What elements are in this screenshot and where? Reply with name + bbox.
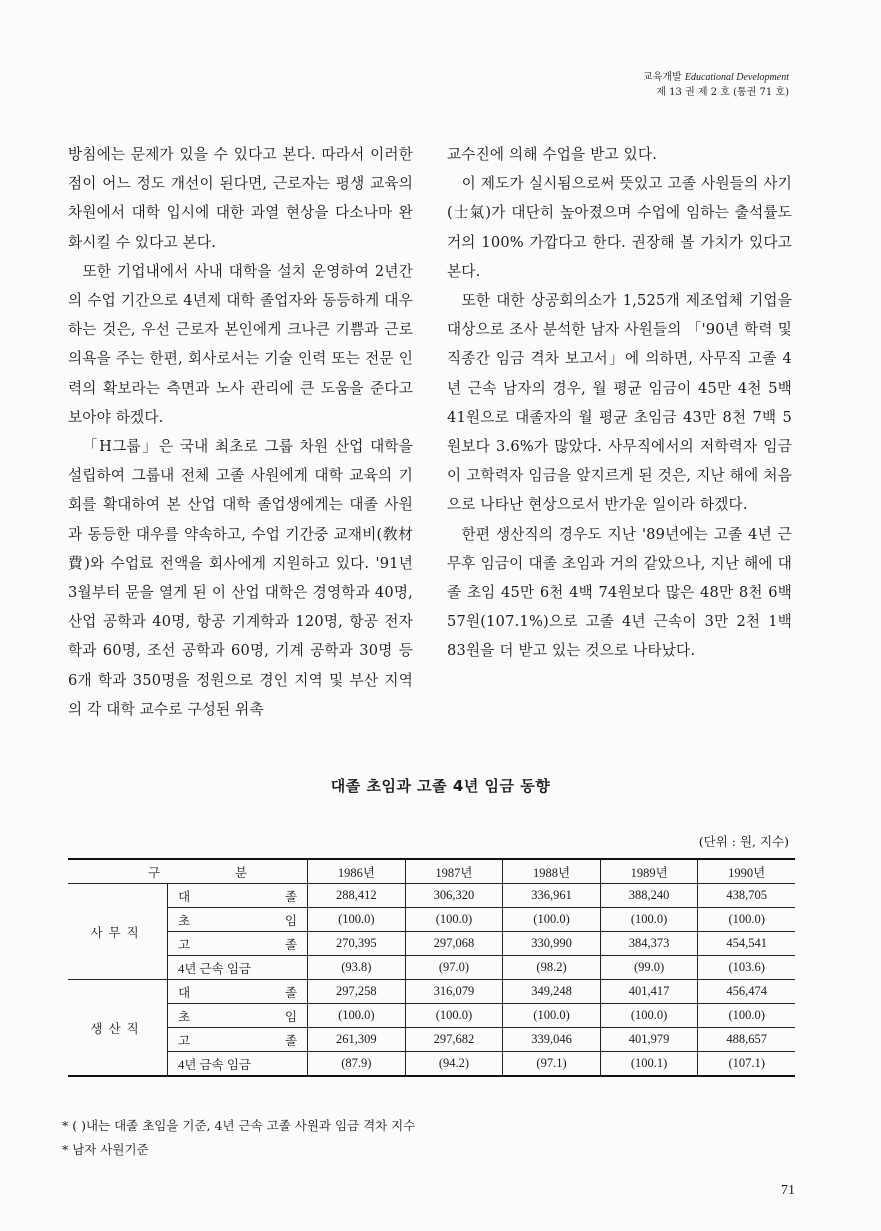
table-body xyxy=(68,884,795,1077)
table-notes xyxy=(62,1114,415,1162)
table-cell: (97.1) xyxy=(503,1052,601,1077)
table-cell: 297,682 xyxy=(405,1028,503,1052)
table-cell: 297,258 xyxy=(308,980,406,1004)
table-cell: 384,373 xyxy=(600,932,698,956)
table-row xyxy=(68,956,795,980)
row-label-left: 4년 근속 임금 xyxy=(178,961,251,976)
table-cell: 454,541 xyxy=(698,932,795,956)
year-header: 1989년 xyxy=(600,859,698,884)
table-cell: 330,990 xyxy=(503,932,601,956)
table-cell: (100.0) xyxy=(405,908,503,932)
table-cell: (100.0) xyxy=(405,1004,503,1028)
category-header: 구 분 xyxy=(68,859,308,884)
row-label xyxy=(168,932,308,956)
table-title: 대졸 초임과 고졸 4년 임금 동향 xyxy=(330,777,551,795)
row-label-right: 임 xyxy=(285,1009,298,1024)
table-row xyxy=(68,1052,795,1077)
year-header: 1988년 xyxy=(503,859,601,884)
paragraph: 교수진에 의해 수업을 받고 있다. xyxy=(447,146,658,163)
row-label xyxy=(168,1004,308,1028)
right-column xyxy=(447,140,792,666)
row-label xyxy=(168,1028,308,1052)
table-row xyxy=(68,1028,795,1052)
paragraph: 또한 대한 상공회의소가 1,525개 제조업체 기업을 대상으로 조사 분석한 남자 사원들의 「'90년 학력 및 직종간 임금 격차 보고서」에 의하면, 사무직 고졸 4년 근속 남자의 경우, 월 평균 임금이 45만 4천 5백 41원으로 대졸자의 월 평균 초임금 43만 8천 7백 5원보다 3.6%가 많았다. 사무직에서의 저학력자 임금이 고학력자 임금을 앞지르게 된 것은, 지난 해에 처음으로 나타난 현상으로서 반가운 일이라 하겠다. xyxy=(447,292,792,514)
table-cell: (100.0) xyxy=(308,908,406,932)
row-label xyxy=(168,884,308,908)
table-cell: 349,248 xyxy=(503,980,601,1004)
row-label-left: 대 xyxy=(178,985,191,1000)
table-cell: (93.8) xyxy=(308,956,406,980)
row-label-left: 고 xyxy=(178,1033,191,1048)
paragraph: 또한 기업내에서 사내 대학을 설치 운영하여 2년간의 수업 기간으로 4년제 대학 졸업자와 동등하게 대우하는 것은, 우선 근로자 본인에게 크나큰 기쁨과 근로 의욕을 주는 한편, 회사로서는 기술 인력 또는 전문 인력의 확보라는 측면과 노사 관리에 큰 도움을 준다고 보아야 하겠다. xyxy=(68,262,413,426)
row-label-right: 졸 xyxy=(285,1033,298,1048)
table-cell: (100.0) xyxy=(503,908,601,932)
table-cell: 339,046 xyxy=(503,1028,601,1052)
table-cell: (100.0) xyxy=(698,1004,795,1028)
row-label xyxy=(168,908,308,932)
table-unit: (단위 : 원, 지수) xyxy=(698,834,789,849)
paragraph: 방침에는 문제가 있을 수 있다고 본다. 따라서 이러한 점이 어느 정도 개선이 된다면, 근로자는 평생 교육의 차원에서 대학 입시에 대한 과열 현상을 다소나마 완화시킬 수 있다고 본다. xyxy=(68,146,413,251)
table-cell: (97.0) xyxy=(405,956,503,980)
table-cell: 336,961 xyxy=(503,884,601,908)
row-label-right: 졸 xyxy=(285,889,298,904)
table-cell: 388,240 xyxy=(600,884,698,908)
year-header: 1990년 xyxy=(698,859,795,884)
table-row xyxy=(68,980,795,1004)
note: * ( )내는 대졸 초임을 기준, 4년 근속 고졸 사원과 임금 격차 지수 xyxy=(62,1118,416,1133)
row-label xyxy=(168,1052,308,1077)
paragraph: 한편 생산직의 경우도 지난 '89년에는 고졸 4년 근무후 임금이 대졸 초임과 거의 같았으나, 지난 해에 대졸 초임 45만 6천 4백 74원보다 많은 48만 8천 6백 57원(107.1%)으로 고졸 4년 근속이 3만 2천 1백 83원을 더 받고 있는 것으로 나타났다. xyxy=(447,525,792,660)
table-cell: (100.0) xyxy=(600,1004,698,1028)
table-row xyxy=(68,884,795,908)
row-label-right: 졸 xyxy=(285,985,298,1000)
table-cell: (98.2) xyxy=(503,956,601,980)
table-cell: (100.1) xyxy=(600,1052,698,1077)
table-cell: (94.2) xyxy=(405,1052,503,1077)
table-cell: 297,068 xyxy=(405,932,503,956)
table-cell: 401,417 xyxy=(600,980,698,1004)
wage-table xyxy=(68,858,795,1077)
year-header: 1986년 xyxy=(308,859,406,884)
table-header-row xyxy=(68,859,795,884)
row-label xyxy=(168,980,308,1004)
table-cell: 288,412 xyxy=(308,884,406,908)
paragraph: 이 제도가 실시됨으로써 뜻있고 고졸 사원들의 사기(士氣)가 대단히 높아졌으며 수업에 임하는 출석률도 거의 100% 가깝다고 한다. 권장해 볼 가치가 있다고 본다. xyxy=(447,175,792,280)
table-cell: 270,395 xyxy=(308,932,406,956)
issue-info: 제 13 권 제 2 호 (통권 71 호) xyxy=(656,87,789,98)
table-cell: (100.0) xyxy=(308,1004,406,1028)
note: * 남자 사원기준 xyxy=(62,1142,149,1157)
table-cell: (100.0) xyxy=(698,908,795,932)
journal-title: 교육개발 Educational Development xyxy=(643,72,789,83)
table-cell: (99.0) xyxy=(600,956,698,980)
row-label-right: 임 xyxy=(285,913,298,928)
row-label-right: 졸 xyxy=(285,937,298,952)
page-number: 71 xyxy=(781,1183,795,1198)
table-cell: 488,657 xyxy=(698,1028,795,1052)
table-row xyxy=(68,932,795,956)
table-cell: 401,979 xyxy=(600,1028,698,1052)
group-label: 생산직 xyxy=(68,980,168,1077)
table-cell: 261,309 xyxy=(308,1028,406,1052)
row-label-left: 고 xyxy=(178,937,191,952)
row-label-left: 대 xyxy=(178,889,191,904)
left-column xyxy=(68,140,413,724)
running-header xyxy=(643,70,789,100)
row-label-left: 초 xyxy=(178,913,191,928)
row-label-left: 초 xyxy=(178,1009,191,1024)
table-cell: 316,079 xyxy=(405,980,503,1004)
table-cell: 438,705 xyxy=(698,884,795,908)
row-label xyxy=(168,956,308,980)
group-label: 사무직 xyxy=(68,884,168,980)
row-label-left: 4년 금속 임금 xyxy=(178,1057,251,1072)
table-cell: (103.6) xyxy=(698,956,795,980)
table-row xyxy=(68,908,795,932)
table-cell: (87.9) xyxy=(308,1052,406,1077)
table-cell: 306,320 xyxy=(405,884,503,908)
table-cell: (100.0) xyxy=(503,1004,601,1028)
table-cell: (107.1) xyxy=(698,1052,795,1077)
paragraph: 「H그룹」은 국내 최초로 그룹 차원 산업 대학을 설립하여 그룹내 전체 고졸 사원에게 대학 교육의 기회를 확대하여 본 산업 대학 졸업생에게는 대졸 사원과 동등한 대우를 약속하고, 수업 기간중 교재비(敎材費)와 수업료 전액을 회사에게 지원하고 있다. '91년 3월부터 문을 열게 된 이 산업 대학은 경영학과 40명, 산업 공학과 40명, 항공 기계학과 120명, 항공 전자학과 60명, 조선 공학과 60명, 기계 공학과 30명 등 6개 학과 350명을 정원으로 경인 지역 및 부산 지역의 각 대학 교수로 구성된 위촉 xyxy=(68,438,413,718)
table-cell: 456,474 xyxy=(698,980,795,1004)
table-row xyxy=(68,1004,795,1028)
year-header: 1987년 xyxy=(405,859,503,884)
table-cell: (100.0) xyxy=(600,908,698,932)
